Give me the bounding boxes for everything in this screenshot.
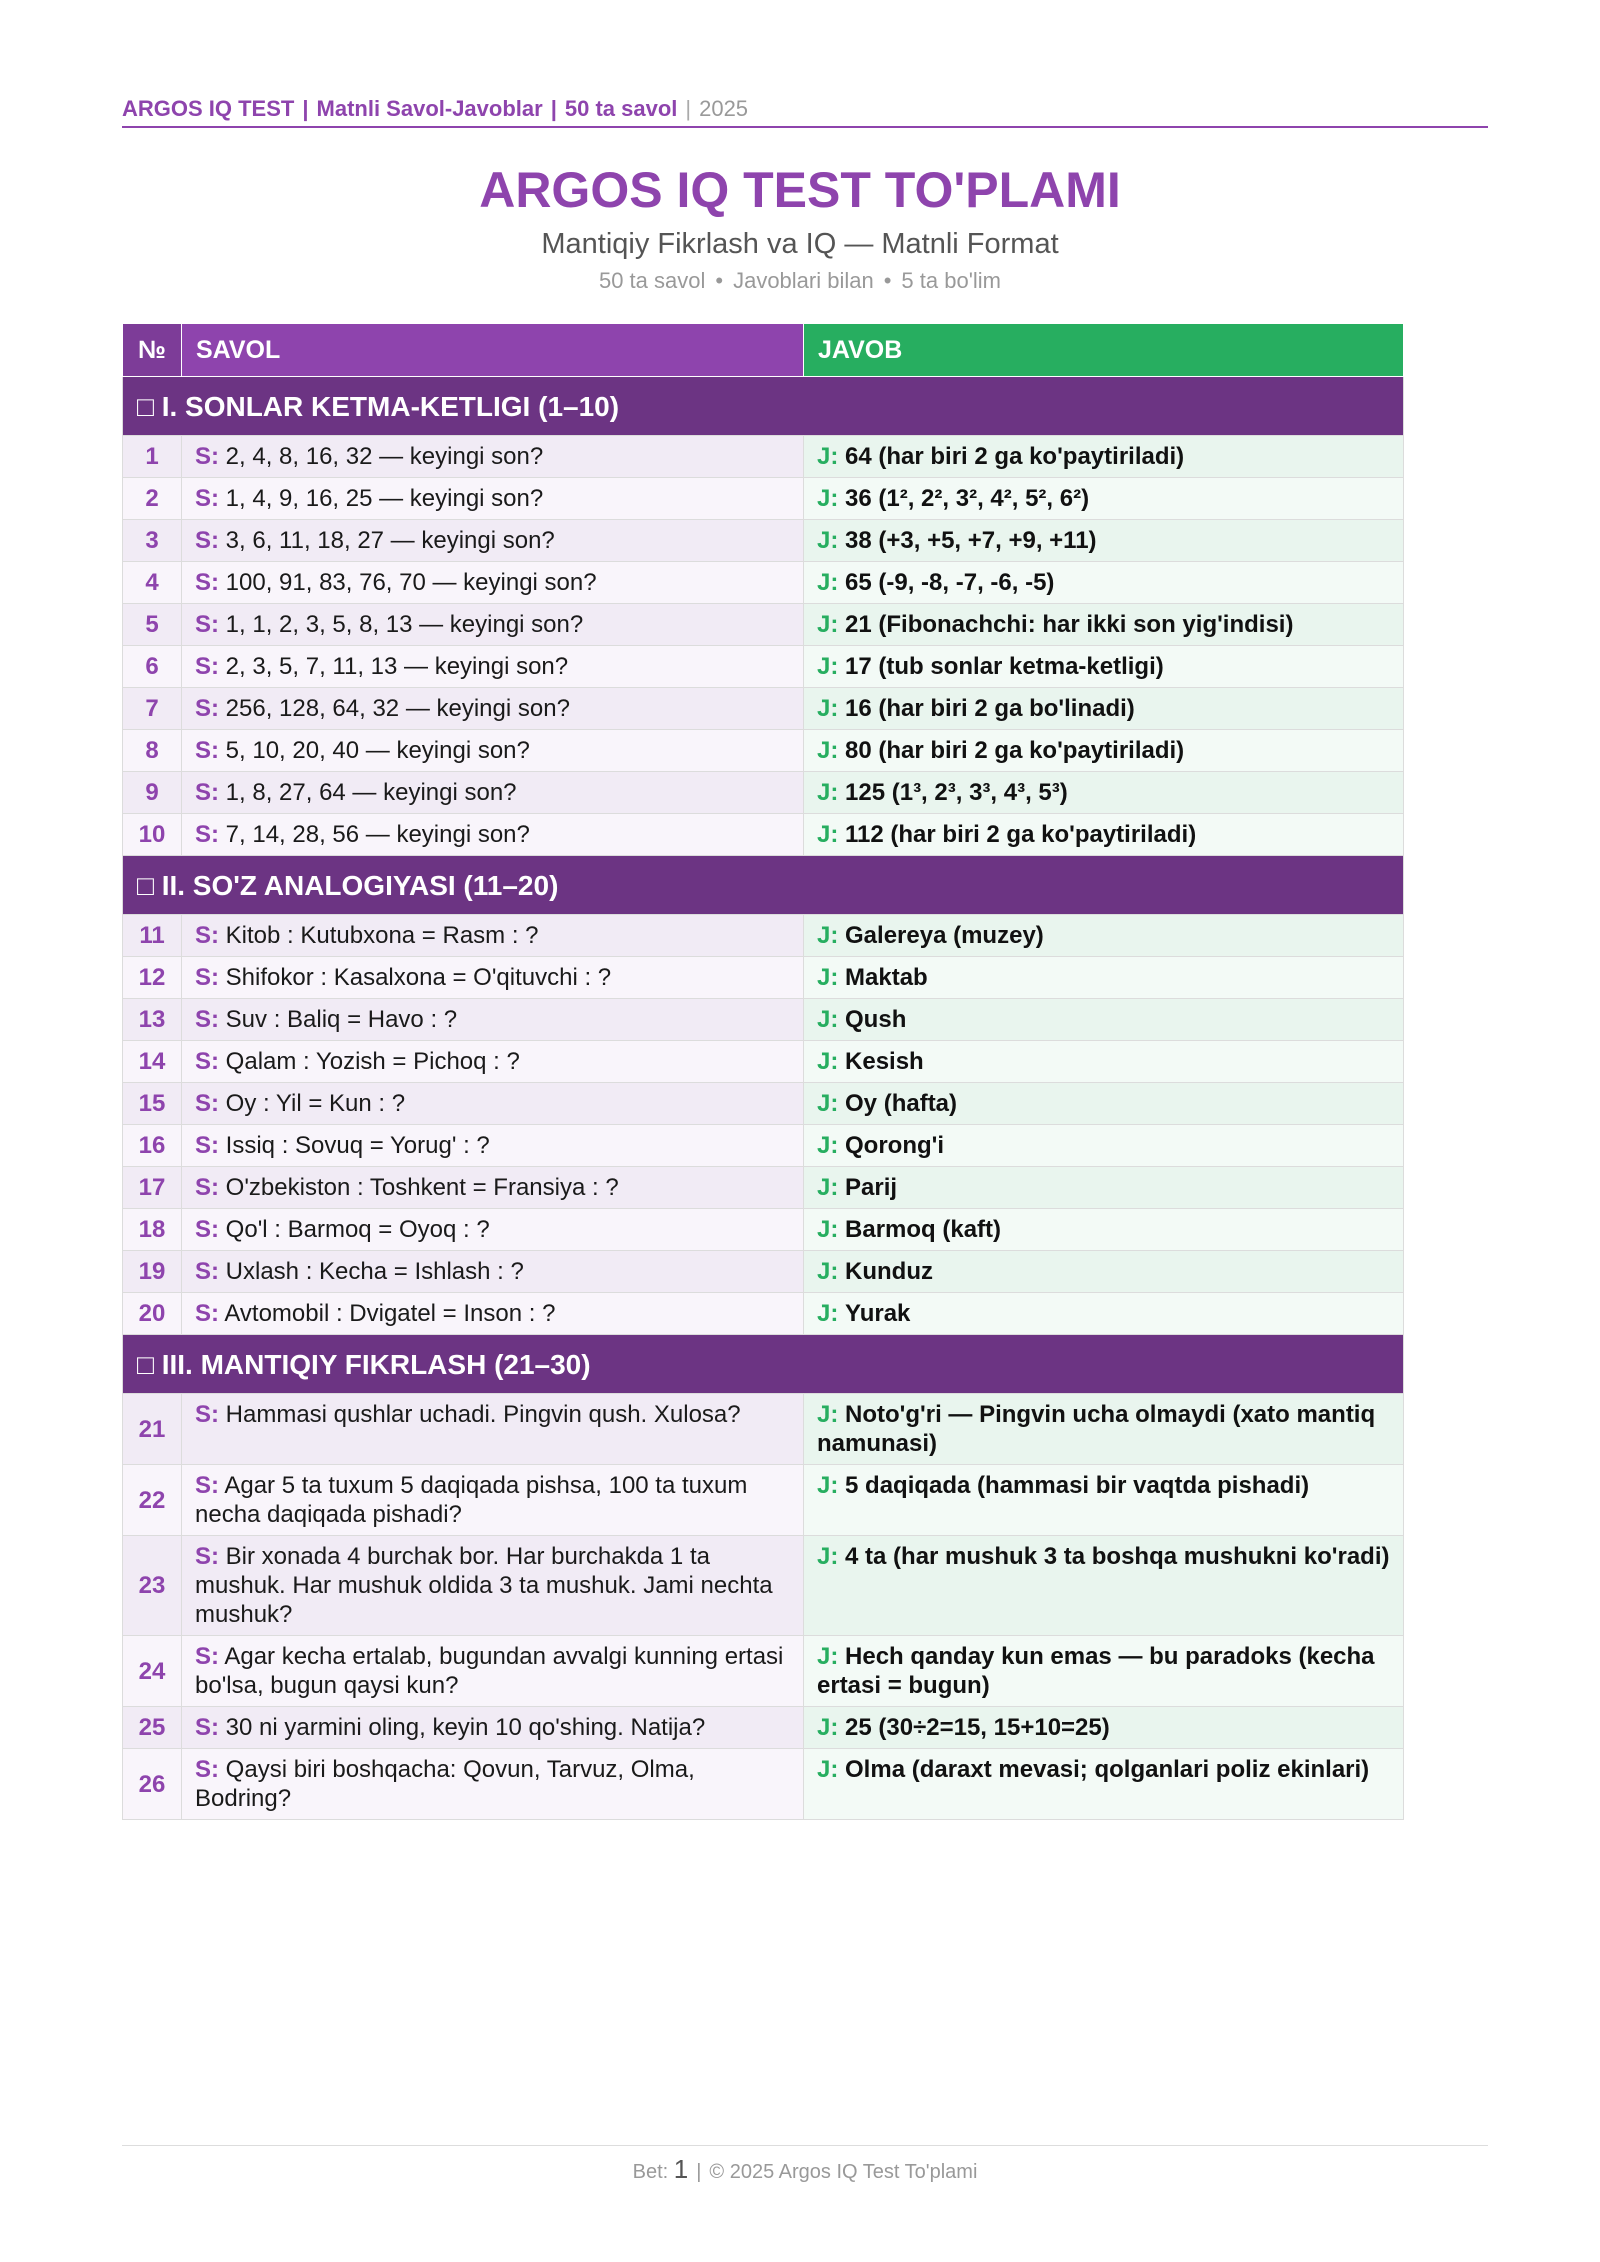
header-separator: | xyxy=(302,96,309,121)
question-prefix: S: xyxy=(195,611,219,638)
question-number: 4 xyxy=(123,562,182,604)
question-text: 7, 14, 28, 56 — keyingi son? xyxy=(225,821,530,848)
footer-page-number: 1 xyxy=(673,2154,689,2184)
qa-table-body xyxy=(123,377,1404,1820)
meta-question-count: 50 ta savol xyxy=(598,268,706,293)
question-text: Shifokor : Kasalxona = O'qituvchi : ? xyxy=(225,964,612,991)
question-prefix: S: xyxy=(195,653,219,680)
question-prefix: S: xyxy=(195,1714,219,1741)
meta-sections: 5 ta bo'lim xyxy=(901,268,1002,293)
question-cell xyxy=(182,436,804,478)
table-row xyxy=(123,646,1404,688)
question-text: 1, 8, 27, 64 — keyingi son? xyxy=(225,779,517,806)
answer-prefix: J: xyxy=(817,1300,839,1327)
answer-text: 21 (Fibonachchi: har ikki son yig'indisi) xyxy=(845,611,1294,638)
answer-text: Olma (daraxt mevasi; qolganlari poliz ekinlari) xyxy=(845,1756,1370,1783)
question-cell xyxy=(182,1125,804,1167)
answer-text: 65 (-9, -8, -7, -6, -5) xyxy=(845,569,1055,596)
question-text: O'zbekiston : Toshkent = Fransiya : ? xyxy=(225,1174,619,1201)
answer-prefix: J: xyxy=(817,737,839,764)
question-cell xyxy=(182,1465,804,1536)
question-text: 1, 1, 2, 3, 5, 8, 13 — keyingi son? xyxy=(225,611,584,638)
question-cell xyxy=(182,1167,804,1209)
question-cell xyxy=(182,772,804,814)
question-text: Suv : Baliq = Havo : ? xyxy=(225,1006,458,1033)
question-prefix: S: xyxy=(195,964,219,991)
question-text: Qo'l : Barmoq = Oyoq : ? xyxy=(225,1216,490,1243)
question-number: 9 xyxy=(123,772,182,814)
question-number: 26 xyxy=(123,1749,182,1820)
question-text: Avtomobil : Dvigatel = Inson : ? xyxy=(224,1300,556,1327)
question-prefix: S: xyxy=(195,1756,219,1783)
page-subtitle: Mantiqiy Fikrlash va IQ — Matnli Format xyxy=(541,228,1059,260)
answer-prefix: J: xyxy=(817,779,839,806)
question-text: Issiq : Sovuq = Yorug' : ? xyxy=(225,1132,490,1159)
answer-prefix: J: xyxy=(817,611,839,638)
question-number: 21 xyxy=(123,1394,182,1465)
question-prefix: S: xyxy=(195,1401,219,1428)
bullet-icon: • xyxy=(715,268,724,293)
page-meta xyxy=(0,267,1600,295)
answer-text: 16 (har biri 2 ga bo'linadi) xyxy=(845,695,1135,722)
question-prefix: S: xyxy=(195,569,219,596)
answer-prefix: J: xyxy=(817,1258,839,1285)
question-prefix: S: xyxy=(195,1643,219,1670)
section-header-row xyxy=(123,377,1404,436)
answer-prefix: J: xyxy=(817,1714,839,1741)
table-row xyxy=(123,957,1404,999)
question-text: 256, 128, 64, 32 — keyingi son? xyxy=(225,695,570,722)
section-title: □ III. MANTIQIY FIKRLASH (21–30) xyxy=(123,1335,1404,1394)
answer-text: 25 (30÷2=15, 15+10=25) xyxy=(845,1714,1110,1741)
answer-cell xyxy=(804,730,1404,772)
answer-prefix: J: xyxy=(817,569,839,596)
answer-prefix: J: xyxy=(817,1006,839,1033)
question-text: Oy : Yil = Kun : ? xyxy=(225,1090,406,1117)
question-prefix: S: xyxy=(195,1543,219,1570)
section-header-row xyxy=(123,1335,1404,1394)
table-row xyxy=(123,1465,1404,1536)
answer-text: Qush xyxy=(845,1006,907,1033)
footer-copyright: © 2025 Argos IQ Test To'plami xyxy=(709,2161,978,2183)
answer-text: 80 (har biri 2 ga ko'paytiriladi) xyxy=(845,737,1185,764)
question-cell xyxy=(182,1041,804,1083)
question-text: Qaysi biri boshqacha: Qovun, Tarvuz, Olma, Bodring? xyxy=(195,1756,695,1812)
question-cell xyxy=(182,562,804,604)
section-header-row xyxy=(123,856,1404,915)
question-text: 100, 91, 83, 76, 70 — keyingi son? xyxy=(225,569,597,596)
answer-cell xyxy=(804,520,1404,562)
question-text: Agar kecha ertalab, bugundan avvalgi kunning ertasi bo'lsa, bugun qaysi kun? xyxy=(195,1643,784,1699)
table-row xyxy=(123,436,1404,478)
bullet-icon: • xyxy=(883,268,892,293)
header-year: 2025 xyxy=(699,96,749,121)
answer-prefix: J: xyxy=(817,527,839,554)
answer-prefix: J: xyxy=(817,922,839,949)
footer-page-label: Bet: xyxy=(632,2161,669,2183)
header-count: 50 ta savol xyxy=(564,96,678,121)
table-row xyxy=(123,1125,1404,1167)
answer-text: Kunduz xyxy=(845,1258,933,1285)
header-format: Matnli Savol-Javoblar xyxy=(316,96,543,121)
question-text: 2, 3, 5, 7, 11, 13 — keyingi son? xyxy=(225,653,569,680)
column-header-number: № xyxy=(123,324,182,377)
table-row xyxy=(123,604,1404,646)
question-text: Bir xonada 4 burchak bor. Har burchakda 1 ta mushuk. Har mushuk oldida 3 ta mushuk. Jami nechta mushuk? xyxy=(195,1543,773,1628)
answer-prefix: J: xyxy=(817,653,839,680)
question-prefix: S: xyxy=(195,922,219,949)
question-prefix: S: xyxy=(195,1048,219,1075)
question-number: 19 xyxy=(123,1251,182,1293)
header-brand: ARGOS IQ TEST xyxy=(122,96,295,121)
answer-cell xyxy=(804,1083,1404,1125)
table-row xyxy=(123,1636,1404,1707)
table-row xyxy=(123,1083,1404,1125)
question-number: 5 xyxy=(123,604,182,646)
answer-text: Maktab xyxy=(845,964,928,991)
question-number: 13 xyxy=(123,999,182,1041)
answer-cell xyxy=(804,1251,1404,1293)
table-row xyxy=(123,1209,1404,1251)
question-prefix: S: xyxy=(195,737,219,764)
question-prefix: S: xyxy=(195,1006,219,1033)
question-prefix: S: xyxy=(195,1258,219,1285)
answer-cell xyxy=(804,1293,1404,1335)
answer-cell xyxy=(804,646,1404,688)
question-cell xyxy=(182,520,804,562)
table-row xyxy=(123,562,1404,604)
table-row xyxy=(123,999,1404,1041)
answer-cell xyxy=(804,1167,1404,1209)
question-prefix: S: xyxy=(195,1216,219,1243)
question-cell xyxy=(182,1536,804,1636)
running-header xyxy=(122,96,1488,128)
table-row xyxy=(123,1394,1404,1465)
answer-text: 125 (1³, 2³, 3³, 4³, 5³) xyxy=(845,779,1068,806)
question-cell xyxy=(182,1293,804,1335)
table-row xyxy=(123,1251,1404,1293)
table-row xyxy=(123,730,1404,772)
answer-cell xyxy=(804,1636,1404,1707)
answer-text: 17 (tub sonlar ketma-ketligi) xyxy=(845,653,1164,680)
answer-text: 38 (+3, +5, +7, +9, +11) xyxy=(845,527,1097,554)
answer-cell xyxy=(804,562,1404,604)
answer-text: Galereya (muzey) xyxy=(845,922,1044,949)
question-prefix: S: xyxy=(195,1472,219,1499)
question-cell xyxy=(182,1707,804,1749)
question-text: Qalam : Yozish = Pichoq : ? xyxy=(225,1048,520,1075)
question-cell xyxy=(182,1394,804,1465)
answer-cell xyxy=(804,999,1404,1041)
page-title: ARGOS IQ TEST TO'PLAMI xyxy=(479,162,1121,218)
table-row xyxy=(123,814,1404,856)
answer-cell xyxy=(804,1394,1404,1465)
question-number: 22 xyxy=(123,1465,182,1536)
table-header-row xyxy=(123,324,1404,377)
section-title: □ II. SO'Z ANALOGIYASI (11–20) xyxy=(123,856,1404,915)
question-text: Agar 5 ta tuxum 5 daqiqada pishsa, 100 ta tuxum necha daqiqada pishadi? xyxy=(195,1472,748,1528)
answer-cell xyxy=(804,1707,1404,1749)
answer-prefix: J: xyxy=(817,1401,839,1428)
answer-text: 4 ta (har mushuk 3 ta boshqa mushukni ko'radi) xyxy=(845,1543,1390,1570)
table-row xyxy=(123,1536,1404,1636)
question-text: 1, 4, 9, 16, 25 — keyingi son? xyxy=(225,485,544,512)
question-prefix: S: xyxy=(195,527,219,554)
answer-cell xyxy=(804,1536,1404,1636)
table-row xyxy=(123,772,1404,814)
question-prefix: S: xyxy=(195,1300,219,1327)
answer-cell xyxy=(804,1125,1404,1167)
question-cell xyxy=(182,814,804,856)
question-text: Uxlash : Kecha = Ishlash : ? xyxy=(225,1258,524,1285)
question-cell xyxy=(182,1749,804,1820)
question-number: 14 xyxy=(123,1041,182,1083)
answer-text: Hech qanday kun emas — bu paradoks (kecha ertasi = bugun) xyxy=(817,1643,1375,1699)
question-text: 30 ni yarmini oling, keyin 10 qo'shing. Natija? xyxy=(225,1714,706,1741)
question-number: 1 xyxy=(123,436,182,478)
header-separator: | xyxy=(550,96,557,121)
question-number: 11 xyxy=(123,915,182,957)
column-header-answer: JAVOB xyxy=(804,324,1404,377)
answer-cell xyxy=(804,1749,1404,1820)
meta-answers: Javoblari bilan xyxy=(733,268,874,293)
answer-text: Qorong'i xyxy=(845,1132,945,1159)
question-cell xyxy=(182,1209,804,1251)
answer-prefix: J: xyxy=(817,1216,839,1243)
answer-cell xyxy=(804,1209,1404,1251)
table-row xyxy=(123,688,1404,730)
table-row xyxy=(123,915,1404,957)
answer-text: Noto'g'ri — Pingvin ucha olmaydi (xato mantiq namunasi) xyxy=(817,1401,1376,1457)
question-number: 10 xyxy=(123,814,182,856)
question-cell xyxy=(182,957,804,999)
table-row xyxy=(123,1041,1404,1083)
question-number: 7 xyxy=(123,688,182,730)
answer-text: Parij xyxy=(845,1174,898,1201)
question-cell xyxy=(182,604,804,646)
question-text: 3, 6, 11, 18, 27 — keyingi son? xyxy=(225,527,555,554)
question-prefix: S: xyxy=(195,443,219,470)
question-prefix: S: xyxy=(195,485,219,512)
answer-prefix: J: xyxy=(817,1090,839,1117)
table-row xyxy=(123,1293,1404,1335)
answer-text: 5 daqiqada (hammasi bir vaqtda pishadi) xyxy=(845,1472,1310,1499)
question-number: 3 xyxy=(123,520,182,562)
question-cell xyxy=(182,999,804,1041)
question-prefix: S: xyxy=(195,695,219,722)
answer-prefix: J: xyxy=(817,1048,839,1075)
table-row xyxy=(123,478,1404,520)
answer-prefix: J: xyxy=(817,1174,839,1201)
question-cell xyxy=(182,915,804,957)
question-number: 18 xyxy=(123,1209,182,1251)
answer-prefix: J: xyxy=(817,964,839,991)
question-number: 2 xyxy=(123,478,182,520)
question-prefix: S: xyxy=(195,1132,219,1159)
answer-prefix: J: xyxy=(817,1543,839,1570)
answer-cell xyxy=(804,1465,1404,1536)
answer-cell xyxy=(804,915,1404,957)
answer-text: Barmoq (kaft) xyxy=(845,1216,1002,1243)
answer-text: 112 (har biri 2 ga ko'paytiriladi) xyxy=(845,821,1197,848)
answer-text: Kesish xyxy=(845,1048,924,1075)
question-text: 2, 4, 8, 16, 32 — keyingi son? xyxy=(225,443,544,470)
answer-cell xyxy=(804,436,1404,478)
qa-table xyxy=(122,323,1404,1820)
question-cell xyxy=(182,1636,804,1707)
question-cell xyxy=(182,688,804,730)
question-cell xyxy=(182,730,804,772)
question-cell xyxy=(182,478,804,520)
answer-cell xyxy=(804,1041,1404,1083)
question-number: 15 xyxy=(123,1083,182,1125)
answer-text: 36 (1², 2², 3², 4², 5², 6²) xyxy=(845,485,1090,512)
question-number: 20 xyxy=(123,1293,182,1335)
question-prefix: S: xyxy=(195,1174,219,1201)
table-row xyxy=(123,1707,1404,1749)
answer-prefix: J: xyxy=(817,1756,839,1783)
answer-prefix: J: xyxy=(817,1643,839,1670)
page-footer xyxy=(122,2145,1488,2185)
question-prefix: S: xyxy=(195,821,219,848)
answer-cell xyxy=(804,957,1404,999)
question-number: 24 xyxy=(123,1636,182,1707)
answer-prefix: J: xyxy=(817,821,839,848)
question-number: 16 xyxy=(123,1125,182,1167)
question-cell xyxy=(182,1251,804,1293)
table-row xyxy=(123,520,1404,562)
answer-text: Oy (hafta) xyxy=(845,1090,958,1117)
question-prefix: S: xyxy=(195,1090,219,1117)
question-cell xyxy=(182,646,804,688)
question-cell xyxy=(182,1083,804,1125)
answer-prefix: J: xyxy=(817,695,839,722)
question-text: Hammasi qushlar uchadi. Pingvin qush. Xulosa? xyxy=(225,1401,741,1428)
question-number: 8 xyxy=(123,730,182,772)
question-number: 12 xyxy=(123,957,182,999)
question-prefix: S: xyxy=(195,779,219,806)
answer-cell xyxy=(804,772,1404,814)
answer-prefix: J: xyxy=(817,485,839,512)
answer-prefix: J: xyxy=(817,443,839,470)
footer-separator: | xyxy=(696,2161,702,2183)
answer-prefix: J: xyxy=(817,1132,839,1159)
question-number: 17 xyxy=(123,1167,182,1209)
answer-cell xyxy=(804,478,1404,520)
answer-cell xyxy=(804,814,1404,856)
answer-cell xyxy=(804,604,1404,646)
question-number: 6 xyxy=(123,646,182,688)
header-separator: | xyxy=(685,96,692,121)
question-text: Kitob : Kutubxona = Rasm : ? xyxy=(225,922,539,949)
answer-text: 64 (har biri 2 ga ko'paytiriladi) xyxy=(845,443,1185,470)
section-title: □ I. SONLAR KETMA-KETLIGI (1–10) xyxy=(123,377,1404,436)
table-row xyxy=(123,1749,1404,1820)
question-number: 25 xyxy=(123,1707,182,1749)
answer-cell xyxy=(804,688,1404,730)
column-header-question: SAVOL xyxy=(182,324,804,377)
answer-prefix: J: xyxy=(817,1472,839,1499)
question-number: 23 xyxy=(123,1536,182,1636)
answer-text: Yurak xyxy=(845,1300,911,1327)
table-row xyxy=(123,1167,1404,1209)
question-text: 5, 10, 20, 40 — keyingi son? xyxy=(225,737,530,764)
